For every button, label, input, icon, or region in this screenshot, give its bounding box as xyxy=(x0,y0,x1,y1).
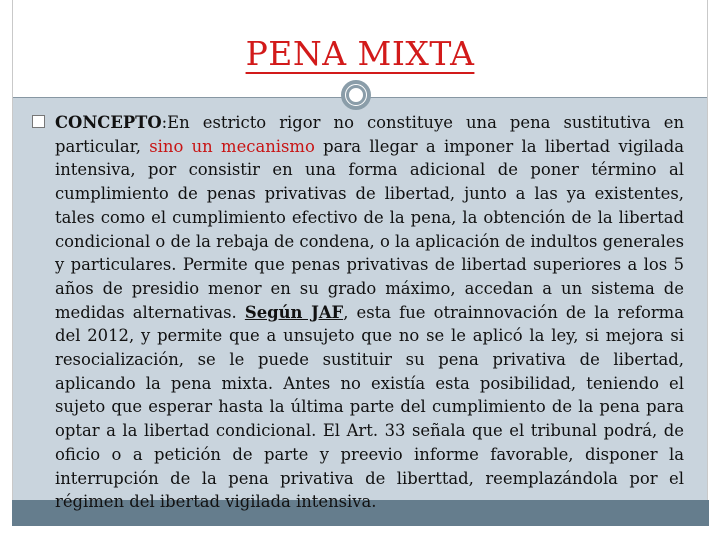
concept-text-2: para llegar a imponer la libertad vigilada intensiva, por consistir en una forma adicional de poner término al cumplimiento de penas privativas de libertad, junto a las ya existentes, tales como el cumplimiento efectivo de la pena, la obtención de la libertad condicional o de la rebaja de condena, o la aplicación de indultos generales y particulares. Permite que penas privativas de libertad superiores a los 5 años de presidio menor en su grado máximo, accedan a un sistema de medidas alternativas. xyxy=(55,136,684,322)
slide-title-container xyxy=(0,34,720,73)
concept-label: CONCEPTO xyxy=(55,113,162,132)
concept-text-3: , esta fue otrainnovación de la reforma del 2012, y permite que a unsujeto que no se le aplicó la ley, si mejora si resocialización, se le puede sustituir su pena privativa de libertad, aplicando la pena mixta. Antes no existía esta posibilidad, teniendo el sujeto que esperar hasta la última parte del cumplimiento de la pena para optar a la libertad condicional. El Art. 33 señala que el tribunal podrá, de oficio o a petición de parte y preevio informe favorable, disponer la interrupción de la pena privativa de liberttad, reemplazándola por el régimen del ibertad vigilada intensiva. xyxy=(55,302,684,512)
ring-inner-decoration-icon xyxy=(346,85,366,105)
concept-highlight: sino un mecanismo xyxy=(149,136,315,156)
concept-paragraph xyxy=(32,111,684,514)
concept-text-1: :En estricto rigor no constituye una pena sustitutiva en particular, xyxy=(55,113,684,156)
slide-title: PENA MIXTA xyxy=(245,34,475,73)
concept-underlined: Según JAF xyxy=(244,302,344,322)
